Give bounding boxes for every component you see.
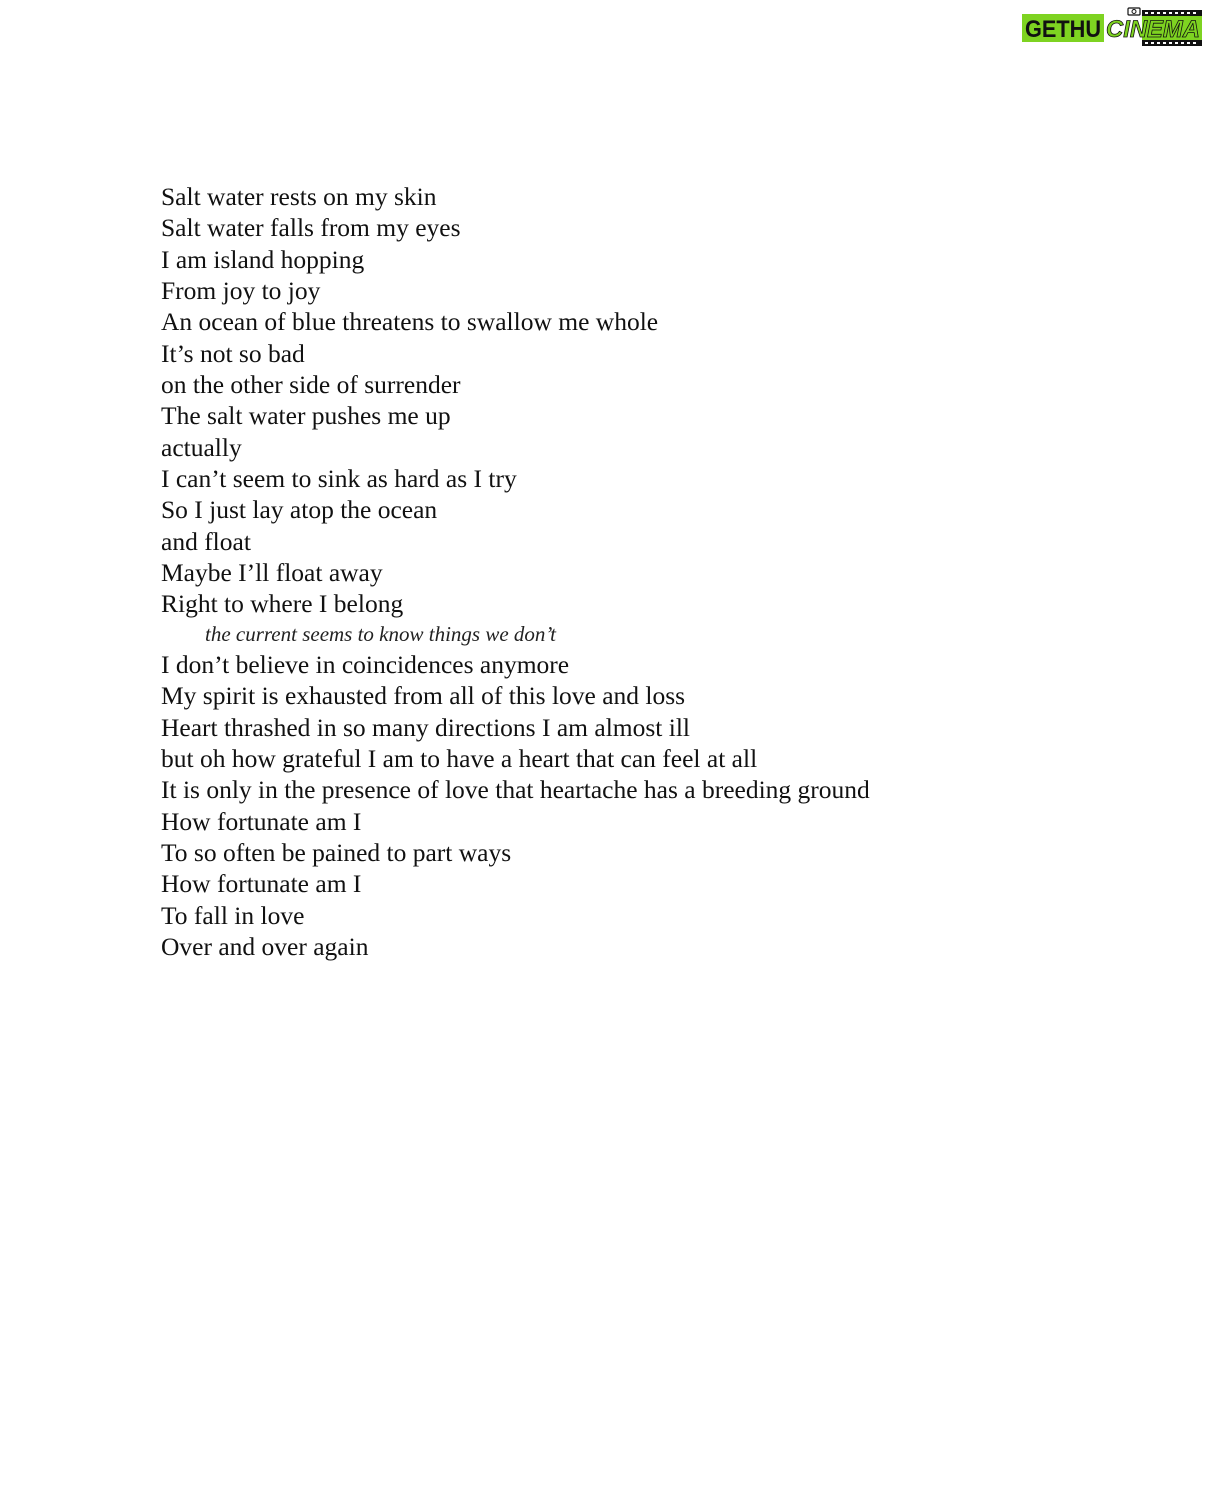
poem-line: on the other side of surrender: [161, 370, 461, 400]
poem-line: but oh how grateful I am to have a heart that can feel at all: [161, 743, 758, 773]
poem-line: I am island hopping: [161, 244, 365, 274]
poem: [161, 181, 870, 962]
poem-line: An ocean of blue threatens to swallow me whole: [161, 307, 659, 337]
svg-text:GETHU: GETHU: [1025, 16, 1101, 43]
poem-line: actually: [161, 432, 242, 462]
camera-icon: [1128, 8, 1140, 15]
poem-line: I don’t believe in coincidences anymore: [161, 649, 570, 679]
poem-line: From joy to joy: [161, 276, 321, 306]
poem-line: It is only in the presence of love that heartache has a breeding ground: [161, 775, 870, 805]
poem-line: Salt water rests on my skin: [161, 182, 437, 211]
poem-line: To fall in love: [161, 900, 305, 930]
poem-line: Heart thrashed in so many directions I am almost ill: [161, 712, 691, 742]
poem-line: How fortunate am I: [161, 869, 362, 899]
poem-line: and float: [161, 526, 251, 556]
poem-line: To so often be pained to part ways: [161, 837, 512, 867]
poem-line: So I just lay atop the ocean: [161, 495, 438, 525]
gethu-cinema-logo: [1022, 6, 1204, 50]
poem-line: Salt water falls from my eyes: [161, 213, 461, 243]
poem-line: My spirit is exhausted from all of this love and loss: [161, 681, 686, 711]
poem-line: Right to where I belong: [161, 589, 404, 619]
poem-line: It’s not so bad: [161, 338, 305, 368]
poem-line: Maybe I’ll float away: [161, 558, 383, 588]
poem-line: How fortunate am I: [161, 806, 362, 836]
poem-line: Over and over again: [161, 931, 369, 961]
svg-text:CINEMA: CINEMA: [1106, 16, 1200, 43]
poem-line: I can’t seem to sink as hard as I try: [161, 464, 517, 494]
poem-line: The salt water pushes me up: [161, 401, 451, 431]
poem-italic-line: the current seems to know things we don’t: [205, 621, 556, 646]
